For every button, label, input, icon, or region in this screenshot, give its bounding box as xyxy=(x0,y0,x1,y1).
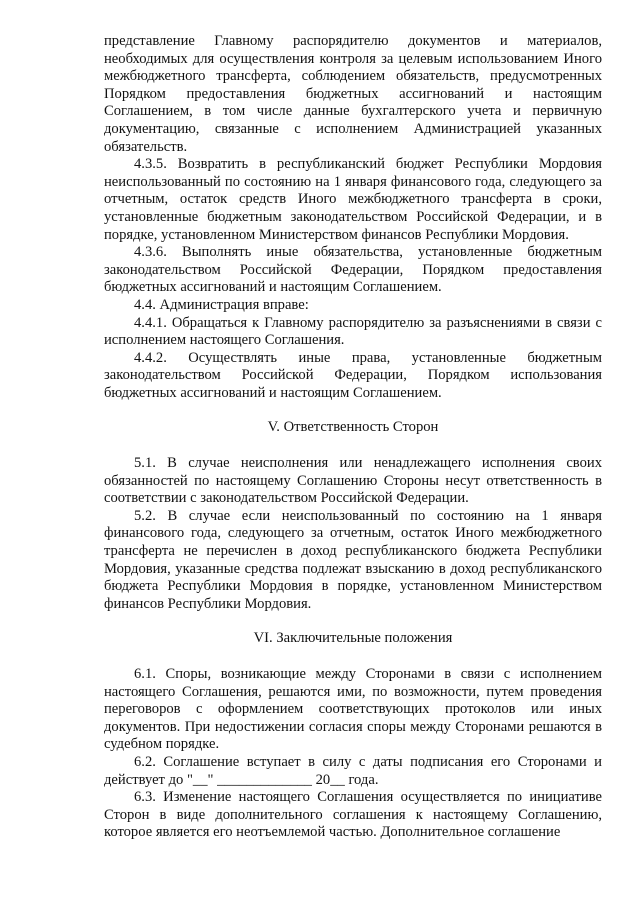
paragraph-4-4-2: 4.4.2. Осуществлять иные права, установленные бюджетным законодательством Российской Федерации, Порядком использования бюджетных ассигнований и настоящим Соглашением. xyxy=(104,349,602,401)
paragraph-4-3-4-continuation: представление Главному распорядителю документов и материалов, необходимых для осуществления контроля за целевым использованием Иного межбюджетного трансферта, соблюдением обязательств, предусмотренных Порядком предоставления бюджетных ассигнований и настоящим Соглашением, в том числе данные бухгалтерского учета и первичную документацию, связанные с исполнением Администрацией указанных обязательств. xyxy=(104,33,602,155)
spacer xyxy=(104,402,602,419)
spacer xyxy=(104,437,602,455)
document-body xyxy=(104,33,602,842)
section-heading-5: V. Ответственность Сторон xyxy=(267,419,439,436)
paragraph-6-2: 6.2. Соглашение вступает в силу с даты подписания его Сторонами и действует до "__" _____________ 20__ года. xyxy=(104,753,602,788)
paragraph-6-3: 6.3. Изменение настоящего Соглашения осуществляется по инициативе Сторон в виде дополнительного соглашения к настоящему Соглашению, которое является его неотъемлемой частью. Дополнительное соглашение xyxy=(104,789,602,841)
spacer xyxy=(104,613,602,630)
paragraph-5-1: 5.1. В случае неисполнения или ненадлежащего исполнения своих обязанностей по настоящему Соглашению Стороны несут ответственность в соответствии с законодательством Российской Федерации. xyxy=(104,455,602,507)
paragraph-5-2: 5.2. В случае если неиспользованный по состоянию на 1 января финансового года, следующего за отчетным, остаток Иного межбюджетного трансферта не перечислен в доход республиканского бюджета Республики Мордовия, указанные средства подлежат взысканию в доход республиканского бюджета Республики Мордовия в порядке, установленном Министерством финансов Республики Мордовия. xyxy=(104,507,602,612)
paragraph-4-4-1: 4.4.1. Обращаться к Главному распорядителю за разъяснениями в связи с исполнением настоящего Соглашения. xyxy=(104,314,602,349)
paragraph-6-1: 6.1. Споры, возникающие между Сторонами в связи с исполнением настоящего Соглашения, решаются ими, по возможности, путем проведения переговоров с оформлением соответствующих протоколов или иных документов. При недостижении согласия споры между Сторонами решаются в судебном порядке. xyxy=(104,666,602,753)
paragraph-4-3-6: 4.3.6. Выполнять иные обязательства, установленные бюджетным законодательством Российской Федерации, Порядком предоставления бюджетных ассигнований и настоящим Соглашением. xyxy=(104,244,602,296)
section-heading-6: VI. Заключительные положения xyxy=(253,630,453,647)
spacer xyxy=(104,648,602,666)
paragraph-4-3-5: 4.3.5. Возвратить в республиканский бюджет Республики Мордовия неиспользованный по состоянию на 1 января финансового года, следующего за отчетным, остаток средств Иного межбюджетного трансферта в сроки, установленные бюджетным законодательством Российской Федерации, и в порядке, установленном Министерством финансов Республики Мордовия. xyxy=(104,156,602,243)
paragraph-4-4: 4.4. Администрация вправе: xyxy=(134,296,309,313)
